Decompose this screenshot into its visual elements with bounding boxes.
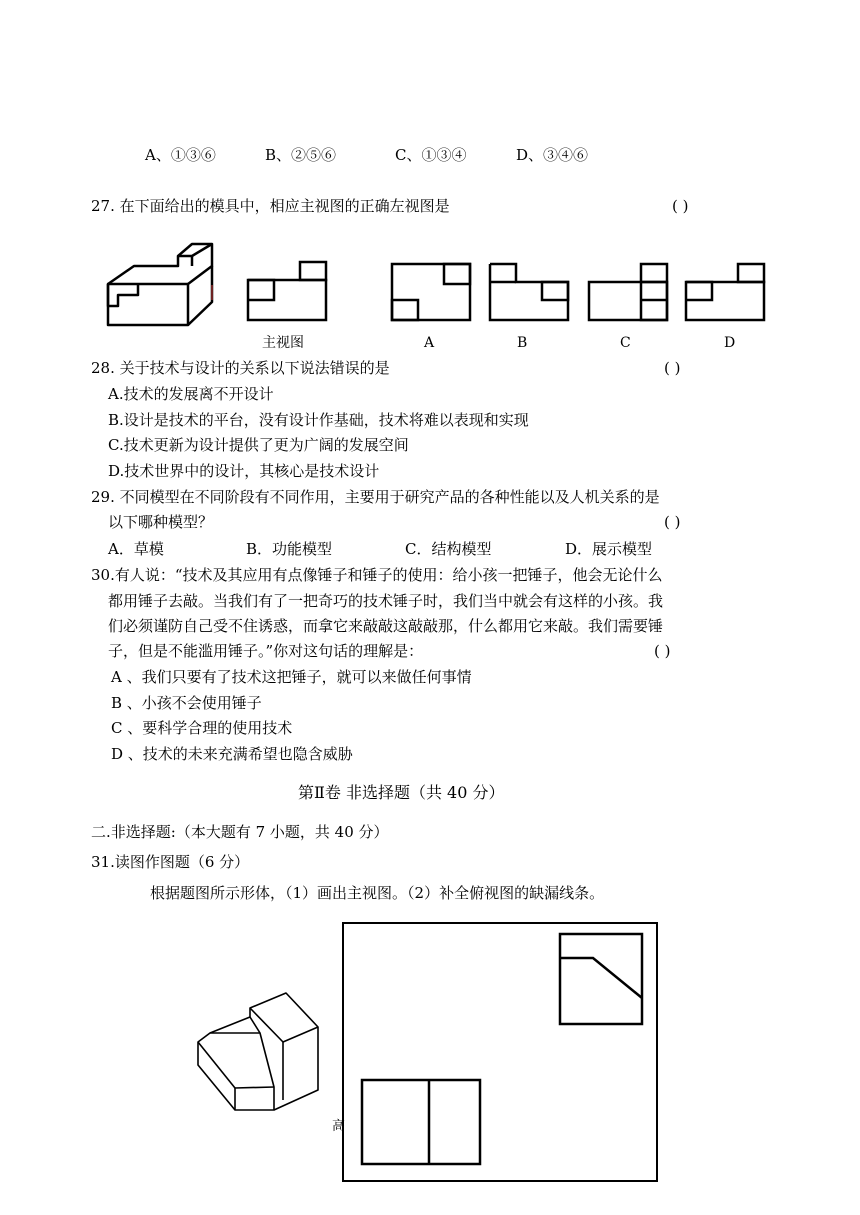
q26-option-d: D、③④⑥ bbox=[516, 146, 589, 164]
q27-main-view bbox=[246, 260, 328, 322]
q31-instruction: 根据题图所示形体，（1）画出主视图。（2）补全俯视图的缺漏线条。 bbox=[150, 884, 605, 902]
q29-option-c: C．结构模型 bbox=[405, 540, 492, 558]
q27-answer-paren: ( ) bbox=[672, 197, 689, 215]
q27-stem: 27. 在下面给出的模具中，相应主视图的正确左视图是 bbox=[91, 197, 450, 215]
q30-answer-paren: ( ) bbox=[654, 642, 671, 660]
q26-option-a: A、①③⑥ bbox=[145, 146, 216, 164]
q31-isometric-figure bbox=[190, 990, 325, 1125]
q30-stem-line2: 都用锤子去敲。当我们有了一把奇巧的技术锤子时，我们当中就会有这样的小孩。我 bbox=[108, 592, 664, 610]
q29-answer-paren: ( ) bbox=[664, 513, 681, 531]
q30-stem-line3: 们必须谨防自己受不住诱惑，而拿它来敲敲这敲敲那，什么都用它来敲。我们需要锤 bbox=[108, 617, 664, 635]
q30-option-b: B 、小孩不会使用锤子 bbox=[111, 694, 262, 712]
q29-stem-line1: 29. 不同模型在不同阶段有不同作用，主要用于研究产品的各种性能以及人机关系的是 bbox=[91, 488, 660, 506]
q30-option-a: A 、我们只要有了技术这把锤子，就可以来做任何事情 bbox=[111, 668, 472, 686]
q31-partial-label: 高 bbox=[332, 1119, 346, 1134]
q27-label-main-view: 主视图 bbox=[262, 335, 304, 351]
section-2-title: 第Ⅱ卷 非选择题（共 40 分） bbox=[298, 783, 505, 802]
q27-option-a-view bbox=[390, 262, 472, 322]
q27-label-a: A bbox=[424, 335, 435, 351]
q29-option-d: D．展示模型 bbox=[565, 540, 653, 558]
q30-stem-line4: 子，但是不能滥用锤子。”你对这句话的理解是： bbox=[108, 642, 424, 660]
q26-option-b: B、②⑤⑥ bbox=[265, 146, 337, 164]
q31-drawing-frame bbox=[340, 920, 660, 1185]
q27-label-b: B bbox=[517, 335, 528, 351]
q28-answer-paren: ( ) bbox=[664, 359, 681, 377]
q27-label-c: C bbox=[620, 335, 631, 351]
q30-stem-line1: 30.有人说：“技术及其应用有点像锤子和锤子的使用：给小孩一把锤子，他会无论什么 bbox=[91, 566, 663, 584]
q27-option-c-view bbox=[587, 262, 669, 322]
q30-option-c: C 、要科学合理的使用技术 bbox=[111, 719, 293, 737]
q31-title: 31.读图作图题（6 分） bbox=[91, 853, 250, 871]
q28-option-a: A.技术的发展离不开设计 bbox=[108, 385, 274, 403]
q28-option-c: C.技术更新为设计提供了更为广阔的发展空间 bbox=[108, 436, 409, 454]
q27-label-d: D bbox=[724, 335, 736, 351]
q27-option-d-view bbox=[684, 262, 766, 322]
q28-stem: 28. 关于技术与设计的关系以下说法错误的是 bbox=[91, 359, 390, 377]
q29-stem-line2: 以下哪种模型？ bbox=[108, 513, 214, 531]
section-2-heading: 二.非选择题:（本大题有 7 小题，共 40 分） bbox=[91, 823, 389, 841]
q29-option-b: B．功能模型 bbox=[246, 540, 333, 558]
q29-option-a: A．草模 bbox=[108, 540, 164, 558]
q26-option-c: C、①③④ bbox=[395, 146, 467, 164]
q30-option-d: D 、技术的未来充满希望也隐含威胁 bbox=[111, 745, 353, 763]
q27-isometric-figure bbox=[100, 240, 225, 332]
q27-option-b-view bbox=[488, 262, 570, 322]
q28-option-b: B.设计是技术的平台，没有设计作基础，技术将难以表现和实现 bbox=[108, 411, 529, 429]
q28-option-d: D.技术世界中的设计，其核心是技术设计 bbox=[108, 462, 380, 480]
